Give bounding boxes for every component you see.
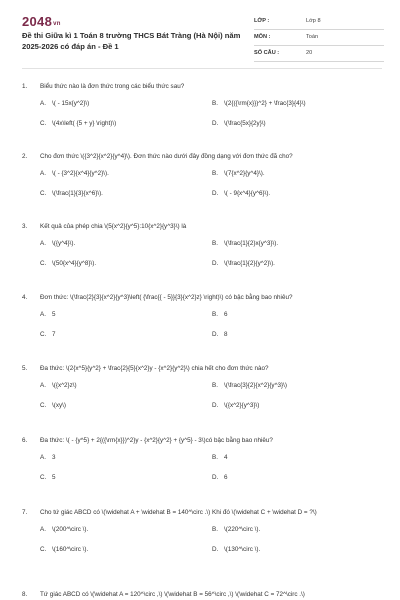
option-text: \(\frac{3}{2}{x^2}{y^3}\) [224,382,287,389]
option-text: \(\frac{1}{2}{y^2}\). [224,260,275,267]
question-stem [22,222,382,231]
meta-value: 20 [306,50,313,56]
option-letter: B. [212,382,218,389]
meta-row-count [254,48,384,62]
option-text: \(\frac{1}{2}x{y^3}\). [224,240,279,247]
option-text: \(200^\circ \). [52,526,89,533]
option-letter: A. [40,170,46,177]
question-7 [22,508,382,566]
option-letter: C. [40,190,47,197]
option-c[interactable] [40,546,88,553]
options [22,240,382,280]
option-d[interactable] [212,260,275,267]
question-text: Biểu thức nào là đơn thức trong các biểu thức sau? [40,83,185,90]
option-letter: A. [40,526,46,533]
option-letter: D. [212,402,219,409]
option-letter: B. [212,311,218,318]
option-b[interactable] [212,311,228,318]
option-letter: D. [212,260,219,267]
option-text: \(7{x^2}{y^4}\). [224,170,265,177]
question-stem [22,364,382,373]
meta-label: MÔN : [254,34,271,40]
question-1 [22,82,382,140]
exam-title: Đề thi Giữa kì 1 Toán 8 trường THCS Bát Tràng (Hà Nội) năm 2025-2026 có đáp án - Đề 1 [22,31,241,51]
site-logo[interactable] [22,14,61,29]
question-text: Tứ giác ABCD có \(\widehat A = 120^\circ ,\) \(\widehat B = 56^\circ ,\) \(\widehat C = 72^\circ .\) [40,591,305,598]
option-letter: D. [212,546,219,553]
option-a[interactable] [40,240,75,247]
option-c[interactable] [40,260,96,267]
option-text: 4 [224,454,228,461]
option-text: \( - {3^2}{x^4}{y^2}\). [52,170,109,177]
question-text: Cho tứ giác ABCD có \(\widehat A + \widehat B = 140^\circ .\) Khi đó \(\widehat C + \widehat D = ?\) [40,509,317,516]
option-letter: D. [212,190,219,197]
options [22,170,382,210]
option-text: \(160^\circ \). [52,546,89,553]
option-a[interactable] [40,311,56,318]
option-letter: A. [40,240,46,247]
meta-row-subject [254,32,384,46]
option-text: \( - 9{x^4}{y^6}\). [224,190,271,197]
option-text: \(220^\circ \). [224,526,261,533]
option-letter: C. [40,474,47,481]
question-number: 7. [22,509,28,516]
question-number: 5. [22,365,28,372]
exam-header [22,14,382,66]
option-text: \(\frac{5x}{2y}\) [224,120,266,127]
options [22,526,382,566]
options [22,454,382,494]
exam-meta [254,16,384,64]
option-letter: D. [212,331,219,338]
option-a[interactable] [40,100,89,107]
option-c[interactable] [40,474,56,481]
option-c[interactable] [40,120,116,127]
option-b[interactable] [212,100,306,107]
option-d[interactable] [212,402,259,409]
option-b[interactable] [212,454,228,461]
option-b[interactable] [212,382,287,389]
option-text: \({x^2}z\) [52,382,77,389]
option-text: 8 [224,331,228,338]
option-letter: B. [212,240,218,247]
meta-label: LỚP : [254,18,270,24]
option-a[interactable] [40,454,56,461]
options [22,100,382,140]
option-text: 7 [52,331,56,338]
question-stem [22,293,382,302]
question-text: Đa thức: \( - {y^5} + 2{({\rm{x}})^2}y - {x^2}{y^2} + {y^5} - 3\)có bậc bằng bao nhiêu? [40,437,273,444]
option-text: 6 [224,311,228,318]
option-letter: B. [212,100,218,107]
option-text: \(4x\left( {5 + y} \right)\) [52,120,117,127]
question-text: Đơn thức: \(\frac{2}{3}{x^2}{y^3}\left( {\frac{{ - 5}}{3}{x^2}z} \right)\) có bậc bằng bao nhiêu? [40,294,293,301]
logo-suffix: vn [53,21,61,27]
option-text: 6 [224,474,228,481]
option-b[interactable] [212,170,265,177]
question-2 [22,152,382,210]
option-a[interactable] [40,526,88,533]
question-5 [22,364,382,422]
option-letter: C. [40,402,47,409]
question-number: 4. [22,294,28,301]
option-b[interactable] [212,526,260,533]
option-d[interactable] [212,331,228,338]
option-text: 5 [52,311,56,318]
option-text: \(130^\circ \). [224,546,261,553]
question-stem [22,82,382,91]
logo-text: 2048 [22,14,53,29]
option-text: \({y^4}\). [52,240,76,247]
question-8 [22,590,382,599]
question-stem [22,436,382,445]
option-d[interactable] [212,190,270,197]
question-stem [22,152,382,161]
option-d[interactable] [212,546,260,553]
option-letter: C. [40,260,47,267]
option-letter: A. [40,311,46,318]
option-text: 3 [52,454,56,461]
question-number: 3. [22,223,28,230]
question-text: Đa thức: \(2{x^5}{y^2} + \frac{2}{5}{x^2}y - {x^2}{y^2}\) chia hết cho đơn thức nào? [40,365,269,372]
option-text: \(2{({\rm{x}})^2} + \frac{3}{4}\) [224,100,306,107]
question-4 [22,293,382,351]
meta-label: SỐ CÂU : [254,50,280,56]
option-text: \(50{x^4}{y^8}\). [52,260,97,267]
question-6 [22,436,382,494]
question-text: Cho đơn thức \({3^2}{x^2}{y^4}\). Đơn thức nào dưới đây đồng dạng với đơn thức đã cho? [40,153,293,160]
option-a[interactable] [40,382,77,389]
option-letter: D. [212,120,219,127]
question-number: 2. [22,153,28,160]
meta-row-class [254,16,384,30]
option-text: \({x^2}{y^3}\) [224,402,260,409]
question-number: 6. [22,437,28,444]
option-letter: C. [40,120,47,127]
option-letter: C. [40,546,47,553]
option-letter: B. [212,170,218,177]
question-text: Kết quả của phép chia \(5{x^2}{y^5}:10{x^2}{y^3}\) là [40,223,187,230]
option-letter: A. [40,382,46,389]
option-c[interactable] [40,331,56,338]
question-3 [22,222,382,280]
question-number: 8. [22,591,28,598]
question-stem [22,508,382,517]
question-stem [22,590,382,599]
options [22,311,382,351]
option-text: \(\frac{1}{3}{x^6}\). [52,190,103,197]
option-letter: A. [40,454,46,461]
option-d[interactable] [212,474,228,481]
option-d[interactable] [212,120,266,127]
option-letter: C. [40,331,47,338]
option-letter: A. [40,100,46,107]
question-number: 1. [22,83,28,90]
option-text: \( - 15x{y^2}\) [52,100,90,107]
option-c[interactable] [40,190,103,197]
option-a[interactable] [40,170,109,177]
option-letter: B. [212,454,218,461]
options [22,382,382,422]
header-divider [22,68,382,69]
option-c[interactable] [40,402,66,409]
option-letter: D. [212,474,219,481]
option-b[interactable] [212,240,278,247]
option-letter: B. [212,526,218,533]
meta-value: Lớp 8 [306,18,321,24]
option-text: 5 [52,474,56,481]
option-text: \(xy\) [52,402,66,409]
meta-value: Toán [306,34,319,40]
